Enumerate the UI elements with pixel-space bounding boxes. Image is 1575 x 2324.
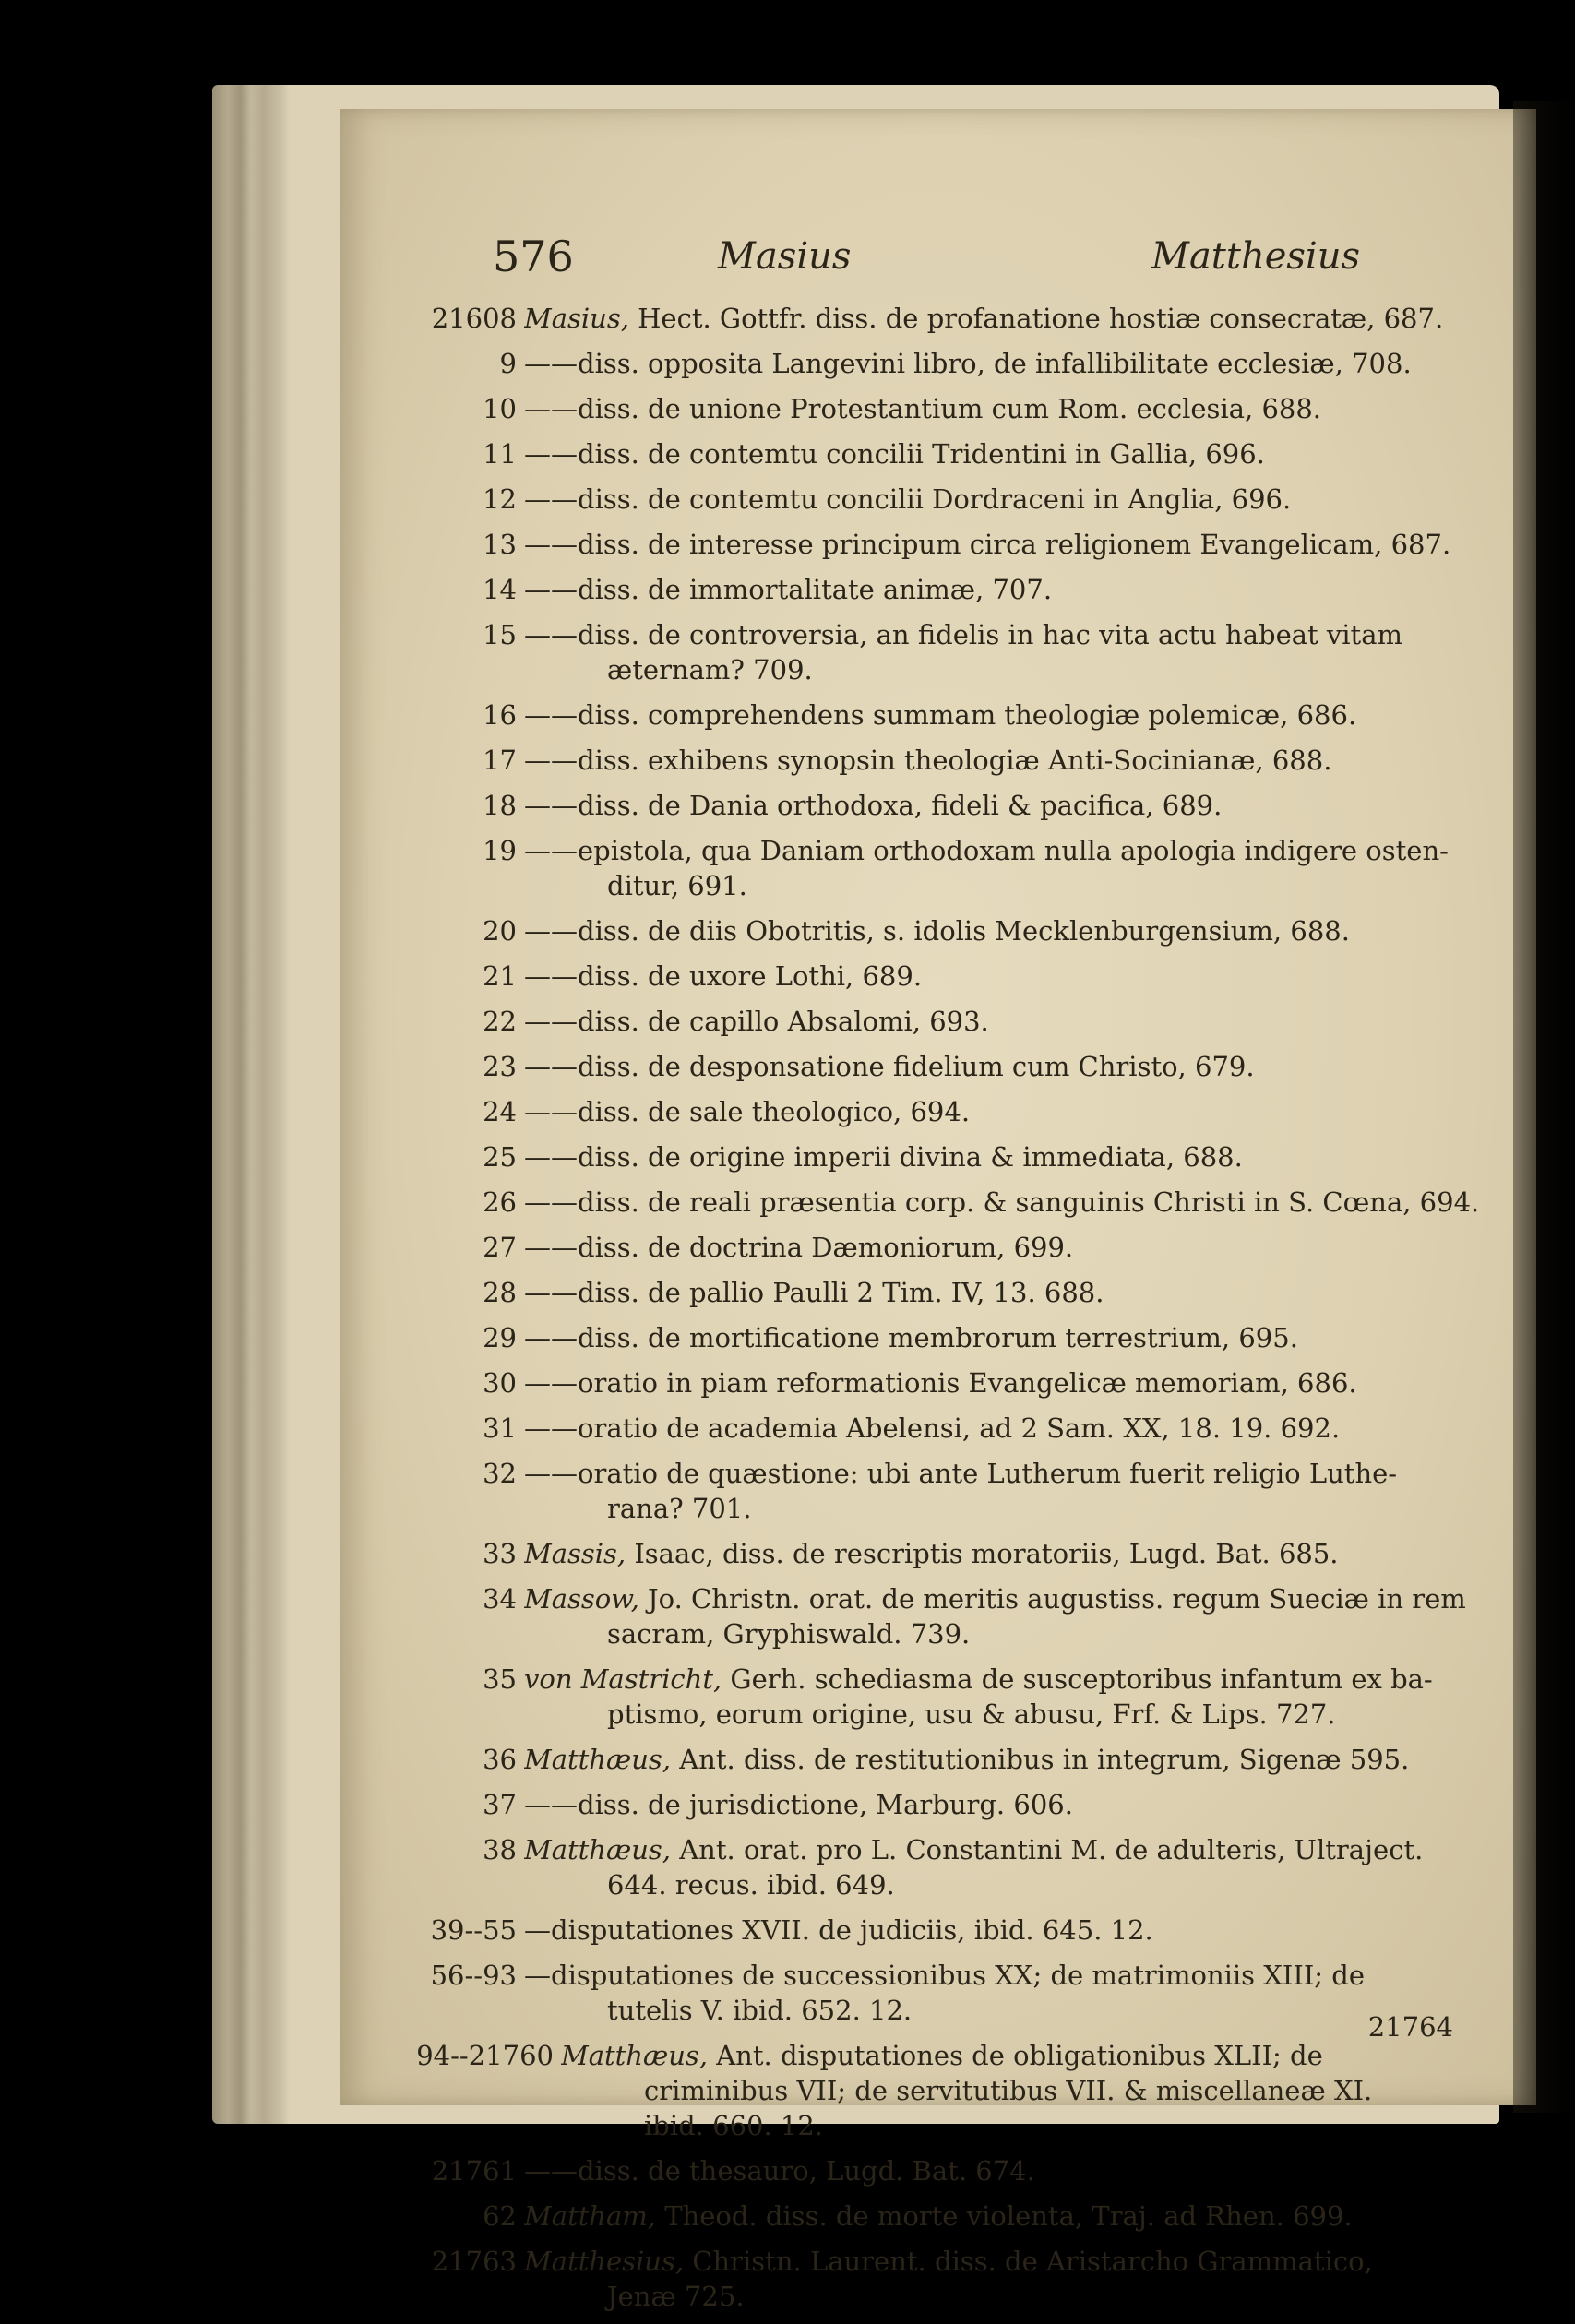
entry-continuation: sacram, Gryphiswald. 739.	[607, 1618, 971, 1650]
catalogue-entry	[340, 1139, 1536, 1174]
entry-text: Hect. Gottfr. diss. de profanatione hostiæ consecratæ, 687.	[638, 303, 1444, 334]
author-name: Matthæus,	[524, 1744, 672, 1775]
entry-body	[524, 1787, 1536, 1822]
author-name: Matthæus,	[524, 1834, 672, 1865]
catalogue-entry	[340, 1094, 1536, 1129]
entry-body	[524, 1913, 1536, 1948]
entry-number: 14	[483, 574, 517, 605]
catalogue-entry	[340, 1320, 1536, 1355]
entry-number: 28	[483, 1277, 517, 1308]
entry-first-line	[524, 743, 1475, 778]
entry-text: Gerh. schediasma de susceptoribus infantum ex ba-	[730, 1663, 1433, 1695]
entry-number: 30	[483, 1367, 517, 1399]
entry-text: ——diss. de origine imperii divina & immediata, 688.	[524, 1141, 1243, 1173]
entry-number: 16	[483, 699, 517, 731]
entry-first-line	[524, 788, 1475, 823]
entry-first-line	[561, 2038, 1475, 2073]
entry-first-line	[524, 1320, 1475, 1355]
entry-text: Ant. disputationes de obligationibus XLII; de	[716, 2040, 1323, 2071]
entry-text: ——epistola, qua Daniam orthodoxam nulla apologia indigere osten-	[524, 835, 1449, 866]
entry-first-line	[524, 1139, 1475, 1174]
entry-text: ——diss. de contemtu concilii Dordraceni in Anglia, 696.	[524, 483, 1292, 515]
catalogue-entry	[340, 1365, 1536, 1400]
entry-first-line	[524, 2244, 1475, 2279]
entry-first-line	[524, 1456, 1475, 1491]
entry-continuation: ptismo, eorum origine, usu & abusu, Frf. & Lips. 727.	[607, 1698, 1336, 1730]
entry-first-line	[524, 436, 1475, 471]
entry-body	[524, 1275, 1536, 1310]
catalogue-entry	[340, 913, 1536, 948]
catalogue-entry	[340, 743, 1536, 778]
entry-text: ——diss. de contemtu concilii Tridentini in Gallia, 696.	[524, 438, 1265, 470]
entry-text: ——diss. de pallio Paulli 2 Tim. IV, 13. 688.	[524, 1277, 1104, 1308]
author-name: Matthæus,	[561, 2040, 709, 2071]
entry-number: 23	[483, 1051, 517, 1082]
entry-body	[524, 1185, 1540, 1220]
entry-text: Christn. Laurent. diss. de Aristarcho Grammatico,	[692, 2246, 1373, 2277]
gutter-shadow	[1513, 101, 1575, 2113]
entry-first-line	[524, 1230, 1475, 1265]
entry-text: ——diss. de Dania orthodoxa, fideli & pacifica, 689.	[524, 790, 1223, 821]
entry-body	[524, 1411, 1536, 1446]
entry-continuation: Jenæ 725.	[607, 2281, 745, 2312]
entry-text: ——oratio de quæstione: ubi ante Lutherum fuerit religio Luthe-	[524, 1458, 1398, 1489]
entry-first-line	[524, 959, 1475, 994]
entry-body	[524, 527, 1536, 562]
entry-first-line	[524, 1049, 1475, 1084]
entry-body	[524, 743, 1536, 778]
entry-body	[524, 697, 1536, 733]
entry-text: ——oratio in piam reformationis Evangelicæ memoriam, 686.	[524, 1367, 1357, 1399]
entry-first-line	[524, 1742, 1475, 1777]
entry-text: ——diss. de interesse principum circa religionem Evangelicam, 687.	[524, 529, 1451, 560]
entry-number: 25	[483, 1141, 517, 1173]
catalogue-entry	[340, 1411, 1536, 1446]
entry-body	[524, 301, 1536, 336]
catalogue-entry	[340, 301, 1536, 336]
entry-text: ——diss. de sale theologico, 694.	[524, 1096, 971, 1127]
entry-first-line	[524, 1185, 1479, 1220]
entry-number: 21763	[431, 2246, 517, 2277]
entry-number: 31	[483, 1412, 517, 1444]
entry-text: ——diss. de controversia, an fidelis in hac vita actu habeat vitam	[524, 619, 1402, 650]
entry-text: ——diss. opposita Langevini libro, de infallibilitate ecclesiæ, 708.	[524, 348, 1412, 379]
page-number: 576	[493, 232, 574, 281]
entry-number: 29	[483, 1322, 517, 1353]
catalogue-entry	[340, 1456, 1536, 1526]
entry-body	[561, 2038, 1536, 2143]
entry-text: Jo. Christn. orat. de meritis augustiss. regum Sueciæ in rem	[648, 1583, 1466, 1615]
entry-body	[524, 1456, 1536, 1526]
entry-first-line	[524, 346, 1475, 381]
catalogue-entry	[340, 1662, 1536, 1732]
entry-text: ——diss. de capillo Absalomi, 693.	[524, 1006, 989, 1037]
entry-body	[524, 1536, 1536, 1571]
entry-number: 15	[483, 619, 517, 650]
entry-first-line	[524, 1662, 1475, 1697]
entry-text: ——diss. comprehendens summam theologiæ polemicæ, 686.	[524, 699, 1357, 731]
author-name: von Mastricht,	[524, 1663, 722, 1695]
entry-number: 9	[499, 348, 517, 379]
catalogue-entries	[340, 301, 1536, 2324]
catalogue-entry	[340, 788, 1536, 823]
entry-first-line	[524, 572, 1475, 607]
entry-number: 12	[483, 483, 517, 515]
entry-first-line	[524, 482, 1475, 517]
entry-number: 21761	[431, 2155, 517, 2187]
author-name: Matthesius,	[524, 2246, 685, 2277]
entry-body	[524, 1832, 1536, 1902]
catalogue-entry	[340, 2153, 1536, 2188]
catalogue-entry	[340, 1832, 1536, 1902]
entry-number: 35	[483, 1663, 517, 1695]
catalogue-entry	[340, 482, 1536, 517]
entry-text: ——diss. de reali præsentia corp. & sanguinis Christi in S. Cœna, 694.	[524, 1186, 1480, 1218]
entry-body	[524, 1320, 1536, 1355]
catalogue-entry	[340, 959, 1536, 994]
entry-first-line	[524, 391, 1475, 426]
author-name: Massis,	[524, 1538, 626, 1569]
running-head-right: Matthesius	[1151, 235, 1360, 278]
entry-body	[524, 1094, 1536, 1129]
entry-text: ——diss. de desponsatione fidelium cum Christo, 679.	[524, 1051, 1255, 1082]
entry-text: ——diss. de diis Obotritis, s. idolis Mecklenburgensium, 688.	[524, 915, 1350, 947]
entry-first-line	[524, 617, 1475, 652]
catalogue-entry	[340, 436, 1536, 471]
catalogue-entry	[340, 1958, 1536, 2028]
entry-first-line	[524, 833, 1475, 868]
entry-first-line	[524, 1958, 1475, 1993]
catalogue-entry	[340, 2199, 1536, 2234]
catalogue-entry	[340, 346, 1536, 381]
entry-number: 19	[483, 835, 517, 866]
catalogue-entry	[340, 1275, 1536, 1310]
entry-number: 56--93	[430, 1960, 517, 1991]
entry-first-line	[524, 1094, 1475, 1129]
entry-number: 62	[483, 2200, 517, 2232]
entry-body	[524, 436, 1536, 471]
running-head-left: Masius	[718, 235, 852, 278]
entry-continuation: ditur, 691.	[607, 870, 747, 901]
catalogue-entry	[340, 572, 1536, 607]
entry-continuation: ibid. 660. 12.	[644, 2110, 824, 2141]
entry-number: 27	[483, 1232, 517, 1263]
entry-number: 34	[483, 1583, 517, 1615]
entry-text: ——diss. de unione Protestantium cum Rom. ecclesia, 688.	[524, 393, 1322, 424]
entry-first-line	[524, 1411, 1475, 1446]
entry-first-line	[524, 1536, 1475, 1571]
entry-first-line	[524, 1365, 1475, 1400]
entry-body	[524, 788, 1536, 823]
catalogue-entry	[340, 1536, 1536, 1571]
entry-text: ——diss. de thesauro, Lugd. Bat. 674.	[524, 2155, 1035, 2187]
entry-continuation: tutelis V. ibid. 652. 12.	[607, 1995, 913, 2026]
entry-continuation: rana? 701.	[607, 1493, 752, 1524]
catalogue-entry	[340, 1913, 1536, 1948]
entry-text: Ant. orat. pro L. Constantini M. de adulteris, Ultraject.	[679, 1834, 1424, 1865]
entry-body	[524, 2244, 1536, 2314]
entry-first-line	[524, 697, 1475, 733]
entry-first-line	[524, 301, 1475, 336]
entry-first-line	[524, 527, 1475, 562]
entry-first-line	[524, 1275, 1475, 1310]
catalogue-entry	[340, 1004, 1536, 1039]
entry-number: 21	[483, 960, 517, 992]
entry-number: 36	[483, 1744, 517, 1775]
entry-text: Ant. diss. de restitutionibus in integrum, Sigenæ 595.	[679, 1744, 1410, 1775]
catalogue-entry	[340, 833, 1536, 903]
catalogue-entry	[340, 391, 1536, 426]
entry-body	[524, 959, 1536, 994]
entry-first-line	[524, 1832, 1475, 1867]
catalogue-entry	[340, 697, 1536, 733]
entry-text: ——oratio de academia Abelensi, ad 2 Sam. XX, 18. 19. 692.	[524, 1412, 1341, 1444]
entry-body	[524, 482, 1536, 517]
author-name: Massow,	[524, 1583, 639, 1615]
catalogue-entry	[340, 1230, 1536, 1265]
entry-number: 21608	[431, 303, 517, 334]
catchword: 21764	[1367, 2011, 1453, 2043]
entry-first-line	[524, 1004, 1475, 1039]
entry-text: ——diss. de uxore Lothi, 689.	[524, 960, 923, 992]
entry-number: 24	[483, 1096, 517, 1127]
entry-number: 10	[483, 393, 517, 424]
entry-body	[524, 2199, 1536, 2234]
entry-body	[524, 1742, 1536, 1777]
entry-body	[524, 1365, 1536, 1400]
entry-body	[524, 1004, 1536, 1039]
entry-body	[524, 346, 1536, 381]
catalogue-entry	[340, 2244, 1536, 2314]
entry-body	[524, 1230, 1536, 1265]
entry-body	[524, 572, 1536, 607]
entry-text: ——diss. de immortalitate animæ, 707.	[524, 574, 1053, 605]
entry-number: 37	[483, 1789, 517, 1820]
entry-number: 38	[483, 1834, 517, 1865]
catalogue-entry	[340, 2038, 1536, 2143]
catalogue-entry	[340, 1787, 1536, 1822]
entry-first-line	[524, 1581, 1475, 1616]
entry-body	[524, 617, 1536, 687]
entry-number: 17	[483, 745, 517, 776]
entry-number: 11	[483, 438, 517, 470]
entry-text: Isaac, diss. de rescriptis moratoriis, Lugd. Bat. 685.	[634, 1538, 1339, 1569]
entry-text: —disputationes de successionibus XX; de matrimoniis XIII; de	[524, 1960, 1365, 1991]
entry-text: Theod. diss. de morte violenta, Traj. ad Rhen. 699.	[664, 2200, 1353, 2232]
entry-first-line	[524, 1913, 1475, 1948]
entry-body	[524, 1581, 1536, 1651]
entry-first-line	[524, 2199, 1475, 2234]
entry-body	[524, 391, 1536, 426]
entry-text: ——diss. de doctrina Dæmoniorum, 699.	[524, 1232, 1074, 1263]
entry-text: ——diss. exhibens synopsin theologiæ Anti-Socinianæ, 688.	[524, 745, 1332, 776]
catalogue-entry	[340, 617, 1536, 687]
entry-body	[524, 1139, 1536, 1174]
entry-number: 13	[483, 529, 517, 560]
entry-number: 26	[483, 1186, 517, 1218]
catalogue-entry	[340, 1185, 1536, 1220]
entry-text: ——diss. de mortificatione membrorum terrestrium, 695.	[524, 1322, 1298, 1353]
book-page	[340, 109, 1536, 2312]
entry-number: 33	[483, 1538, 517, 1569]
entry-number: 20	[483, 915, 517, 947]
entry-number: 22	[483, 1006, 517, 1037]
catalogue-entry	[340, 527, 1536, 562]
entry-number: 18	[483, 790, 517, 821]
entry-body	[524, 1049, 1536, 1084]
entry-number: 94--21760	[416, 2040, 554, 2071]
entry-body	[524, 913, 1536, 948]
entry-body	[524, 833, 1536, 903]
entry-text: —disputationes XVII. de judiciis, ibid. 645. 12.	[524, 1914, 1153, 1946]
catalogue-entry	[340, 1581, 1536, 1651]
entry-continuation: 644. recus. ibid. 649.	[607, 1869, 895, 1901]
catalogue-entry	[340, 1049, 1536, 1084]
entry-first-line	[524, 2153, 1475, 2188]
catalogue-entry	[340, 1742, 1536, 1777]
entry-body	[524, 2153, 1536, 2188]
entry-text: ——diss. de jurisdictione, Marburg. 606.	[524, 1789, 1073, 1820]
entry-first-line	[524, 913, 1475, 948]
entry-continuation: criminibus VII; de servitutibus VII. & miscellaneæ XI.	[644, 2075, 1373, 2106]
author-name: Mattham,	[524, 2200, 656, 2232]
entry-number: 32	[483, 1458, 517, 1489]
entry-continuation: æternam? 709.	[607, 654, 813, 685]
author-name: Masius,	[524, 303, 629, 334]
entry-body	[524, 1662, 1536, 1732]
entry-number: 39--55	[430, 1914, 517, 1946]
entry-first-line	[524, 1787, 1475, 1822]
